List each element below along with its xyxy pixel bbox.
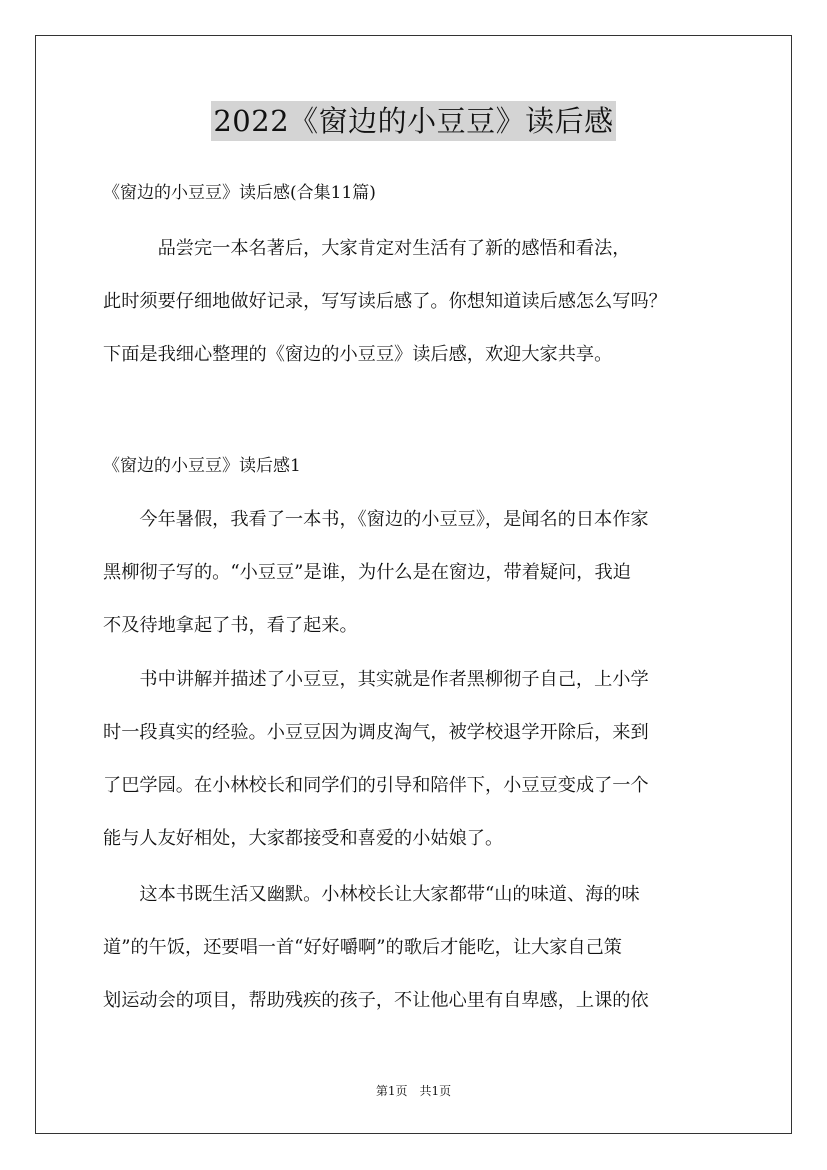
document-title: 2022《窗边的小豆豆》读后感 bbox=[211, 101, 615, 141]
section-heading: 《窗边的小豆豆》读后感1 bbox=[103, 456, 301, 476]
intro-paragraph bbox=[103, 236, 727, 368]
intro-line: 此时须要仔细地做好记录，写写读后感了。你想知道读后感怎么写吗？ bbox=[103, 291, 667, 312]
paragraph-line: 划运动会的项目，帮助残疾的孩子，不让他心里有自卑感，上课的依 bbox=[103, 990, 649, 1011]
paragraph-line: 时一段真实的经验。小豆豆因为调皮淘气，被学校退学开除后，来到 bbox=[103, 722, 649, 743]
paragraph-line: 今年暑假，我看了一本书，《窗边的小豆豆》，是闻名的日本作家 bbox=[103, 509, 649, 530]
paragraph-line: 这本书既生活又幽默。小林校长让大家都带“山的味道、海的味 bbox=[103, 884, 640, 905]
body-paragraph bbox=[103, 882, 727, 1014]
document-subtitle: 《窗边的小豆豆》读后感(合集11篇) bbox=[103, 183, 376, 203]
paragraph-line: 不及待地拿起了书，看了起来。 bbox=[103, 615, 358, 636]
intro-line: 品尝完一本名著后，大家肯定对生活有了新的感悟和看法， bbox=[103, 238, 631, 259]
paragraph-line: 了巴学园。在小林校长和同学们的引导和陪伴下，小豆豆变成了一个 bbox=[103, 775, 649, 796]
paragraph-line: 黑柳彻子写的。“小豆豆”是谁，为什么是在窗边，带着疑问，我迫 bbox=[103, 562, 631, 583]
paragraph-line: 书中讲解并描述了小豆豆，其实就是作者黑柳彻子自己，上小学 bbox=[103, 669, 649, 690]
page-number-footer: 第1页 共1页 bbox=[375, 1084, 452, 1098]
paragraph-line: 道”的午饭，还要唱一首“好好嚼啊”的歌后才能吃，让大家自己策 bbox=[103, 937, 622, 958]
body-paragraph bbox=[103, 667, 727, 852]
body-paragraph bbox=[103, 507, 727, 639]
title-container bbox=[0, 101, 827, 141]
intro-line: 下面是我细心整理的《窗边的小豆豆》读后感，欢迎大家共享。 bbox=[103, 344, 613, 365]
paragraph-line: 能与人友好相处，大家都接受和喜爱的小姑娘了。 bbox=[103, 828, 504, 849]
